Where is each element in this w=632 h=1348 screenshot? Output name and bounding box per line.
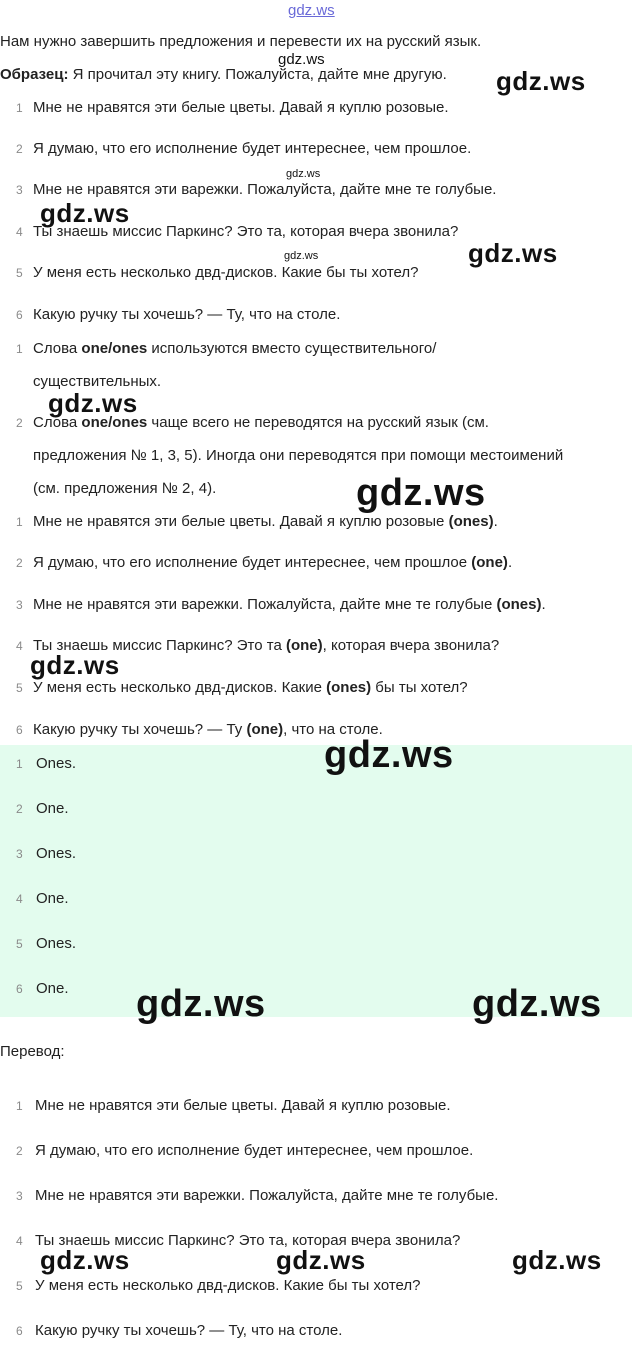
item-number: 6	[16, 308, 23, 322]
sentence: Мне не нравятся эти варежки. Пожалуйста, дайте мне те голубые.	[33, 181, 497, 198]
sentence-text: , которая вчера звонила?	[322, 637, 500, 654]
sentence-keyword: (one)	[246, 721, 284, 738]
watermark: gdz.ws	[468, 238, 558, 268]
item-number: 2	[16, 416, 23, 430]
item-number: 6	[16, 1324, 23, 1338]
item-number: 4	[16, 225, 23, 239]
item-number: 2	[16, 556, 23, 570]
sentence-text: Я думаю, что его исполнение будет интереснее, чем прошлое	[33, 554, 472, 571]
note-line	[33, 340, 436, 357]
sentence-text: У меня есть несколько двд-дисков. Какие	[33, 679, 327, 696]
note-line: предложения № 1, 3, 5). Иногда они переводятся при помощи местоимений	[33, 447, 564, 464]
sentence: Ты знаешь миссис Паркинс? Это та, которая вчера звонила?	[33, 223, 459, 240]
sentence	[33, 554, 512, 571]
note-line: существительных.	[33, 373, 162, 390]
task-text: Нам нужно завершить предложения и перевести их на русский язык.	[0, 33, 482, 50]
answers-background	[0, 745, 632, 1017]
translation-sentence: Я думаю, что его исполнение будет интереснее, чем прошлое.	[35, 1142, 474, 1159]
note-text: чаще всего не переводятся на русский язык (см.	[147, 414, 489, 431]
sentence-text: .	[541, 596, 546, 613]
sentence: Какую ручку ты хочешь? — Ту, что на столе.	[33, 306, 341, 323]
watermark: gdz.ws	[472, 983, 602, 1025]
item-number: 3	[16, 847, 23, 861]
item-number: 1	[16, 757, 23, 771]
item-number: 1	[16, 515, 23, 529]
note-keyword: one/ones	[81, 340, 148, 357]
item-number: 5	[16, 937, 23, 951]
sentence-keyword: (ones)	[496, 596, 542, 613]
sentence: Мне не нравятся эти белые цветы. Давай я куплю розовые.	[33, 99, 449, 116]
sentence-keyword: (one)	[285, 637, 323, 654]
watermark: gdz.ws	[356, 472, 486, 514]
sentence	[33, 679, 468, 696]
item-number: 2	[16, 142, 23, 156]
sentence-text: Мне не нравятся эти белые цветы. Давай я куплю розовые	[33, 513, 449, 530]
site-link[interactable]: gdz.ws	[288, 2, 335, 19]
sentence-keyword: (one)	[471, 554, 508, 571]
item-number: 5	[16, 1279, 23, 1293]
note-line: (см. предложения № 2, 4).	[33, 480, 217, 497]
item-number: 5	[16, 681, 23, 695]
item-number: 4	[16, 1234, 23, 1248]
answer: One.	[36, 980, 69, 997]
sentence-text: бы ты хотел?	[371, 679, 468, 696]
answer: One.	[36, 890, 69, 907]
item-number: 2	[16, 802, 23, 816]
note-text: Слова	[33, 414, 82, 431]
item-number: 3	[16, 183, 23, 197]
sample-label: Образец:	[0, 66, 69, 83]
item-number: 3	[16, 598, 23, 612]
item-number: 6	[16, 982, 23, 996]
sentence: Я думаю, что его исполнение будет интереснее, чем прошлое.	[33, 140, 472, 157]
translation-sentence: Мне не нравятся эти белые цветы. Давай я куплю розовые.	[35, 1097, 451, 1114]
sentence-text: .	[507, 554, 513, 571]
note-text: используются вместо существительного/	[147, 340, 437, 357]
sentence-keyword: (ones)	[326, 679, 372, 696]
item-number: 6	[16, 723, 23, 737]
note-text: Слова	[33, 340, 82, 357]
sentence-text: Какую ручку ты хочешь? — Ту	[33, 721, 247, 738]
note-keyword: one/ones	[81, 414, 148, 431]
item-number: 4	[16, 892, 23, 906]
translation-sentence: У меня есть несколько двд-дисков. Какие бы ты хотел?	[35, 1277, 421, 1294]
watermark: gdz.ws	[286, 168, 321, 180]
watermark: gdz.ws	[496, 66, 586, 96]
sample-text: Я прочитал эту книгу. Пожалуйста, дайте мне другую.	[68, 66, 447, 83]
answer: Ones.	[36, 755, 77, 772]
item-number: 1	[16, 101, 23, 115]
watermark: gdz.ws	[512, 1245, 602, 1275]
answer: Ones.	[36, 935, 77, 952]
watermark: gdz.ws	[284, 250, 319, 262]
sentence: У меня есть несколько двд-дисков. Какие бы ты хотел?	[33, 264, 419, 281]
item-number: 5	[16, 266, 23, 280]
item-number: 4	[16, 639, 23, 653]
item-number: 1	[16, 342, 23, 356]
sentence-text: , что на столе.	[283, 721, 383, 738]
watermark: gdz.ws	[48, 388, 138, 418]
translation-sentence: Мне не нравятся эти варежки. Пожалуйста, дайте мне те голубые.	[35, 1187, 499, 1204]
watermark: gdz.ws	[324, 734, 454, 776]
watermark: gdz.ws	[278, 51, 325, 68]
sample-line	[0, 66, 447, 83]
sentence-text: .	[493, 513, 498, 530]
answer: One.	[36, 800, 69, 817]
sentence-keyword: (ones)	[448, 513, 494, 530]
translation-sentence: Ты знаешь миссис Паркинс? Это та, которая вчера звонила?	[35, 1232, 461, 1249]
watermark: gdz.ws	[30, 650, 120, 680]
watermark: gdz.ws	[276, 1245, 366, 1275]
item-number: 2	[16, 1144, 23, 1158]
watermark: gdz.ws	[136, 983, 266, 1025]
translation-sentence: Какую ручку ты хочешь? — Ту, что на столе.	[35, 1322, 343, 1339]
sentence	[33, 513, 498, 530]
translation-label: Перевод:	[0, 1043, 65, 1060]
sentence-text: Ты знаешь миссис Паркинс? Это та	[33, 637, 286, 654]
watermark: gdz.ws	[40, 198, 130, 228]
sentence	[33, 596, 546, 613]
item-number: 3	[16, 1189, 23, 1203]
item-number: 1	[16, 1099, 23, 1113]
answer: Ones.	[36, 845, 77, 862]
sentence-text: Мне не нравятся эти варежки. Пожалуйста, дайте мне те голубые	[33, 596, 497, 613]
watermark: gdz.ws	[40, 1245, 130, 1275]
